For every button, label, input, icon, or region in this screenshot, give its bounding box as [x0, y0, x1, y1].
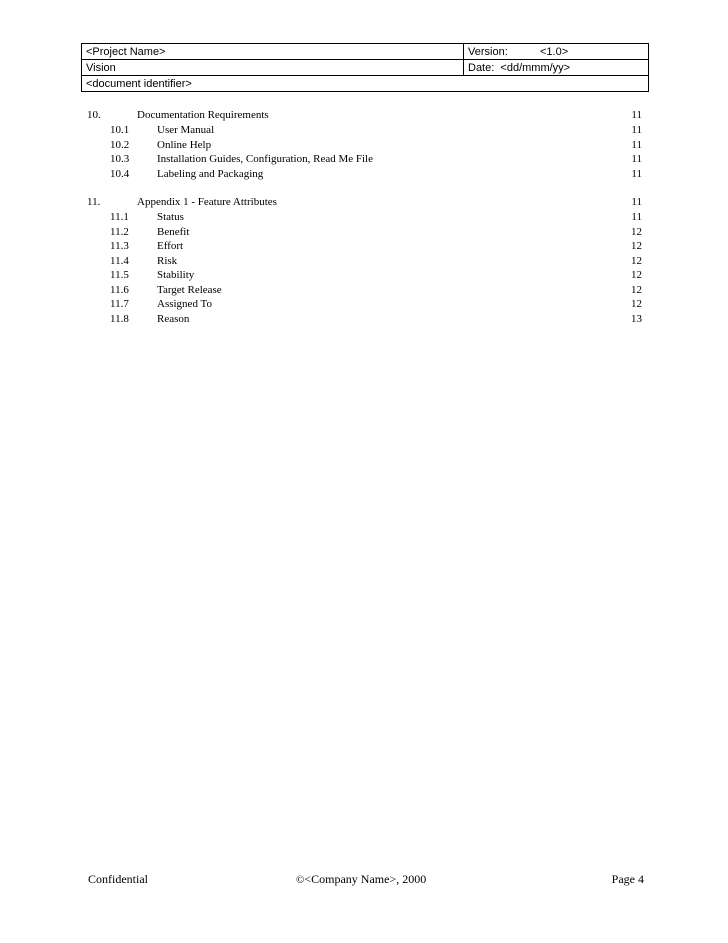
page-number: Page 4 — [611, 872, 644, 886]
toc-page: 11 — [631, 124, 642, 136]
toc-title: Risk — [157, 254, 178, 267]
toc-entry-11[interactable] — [0, 195, 728, 210]
toc-page: 12 — [631, 269, 642, 281]
toc-title: Reason — [157, 312, 190, 325]
toc-number: 10. — [87, 109, 101, 121]
toc-page: 11 — [631, 167, 642, 180]
toc-page: 11 — [631, 109, 642, 121]
toc-entry-11-5[interactable] — [0, 268, 728, 283]
version-label: Version: — [468, 45, 508, 58]
toc-title: Target Release — [157, 283, 222, 296]
toc-entry-11-4[interactable] — [0, 254, 728, 269]
date-cell — [464, 60, 649, 76]
toc-title: Benefit — [157, 225, 190, 238]
version-cell — [464, 44, 649, 60]
document-identifier: <document identifier> — [82, 76, 649, 92]
toc-number: 10.2 — [110, 138, 130, 151]
toc-title: Appendix 1 - Feature Attributes — [137, 196, 277, 208]
toc-title: Status — [157, 211, 184, 223]
date-label: Date: — [468, 61, 495, 74]
toc-page: 11 — [631, 196, 642, 208]
toc-page: 12 — [631, 283, 642, 296]
toc-number: 11.2 — [110, 225, 129, 238]
toc-entry-10-3[interactable] — [0, 152, 728, 167]
table-of-contents — [0, 108, 728, 326]
copyright-text: <Company Name>, 2000 — [304, 872, 427, 886]
toc-page: 12 — [631, 240, 642, 252]
toc-number: 10.4 — [110, 167, 130, 180]
project-name: <Project Name> — [82, 44, 464, 60]
document-type: Vision — [82, 60, 464, 76]
toc-page: 11 — [631, 211, 642, 223]
toc-entry-10-1[interactable] — [0, 123, 728, 138]
toc-page: 12 — [631, 254, 642, 267]
version-value: <1.0> — [540, 45, 569, 58]
toc-title: Labeling and Packaging — [157, 167, 264, 180]
toc-entry-11-3[interactable] — [0, 239, 728, 254]
confidential-label: Confidential — [88, 872, 148, 886]
toc-number: 11.8 — [110, 312, 129, 325]
toc-entry-10-2[interactable] — [0, 138, 728, 153]
toc-entry-11-8[interactable] — [0, 312, 728, 327]
toc-title: Assigned To — [157, 298, 212, 310]
toc-entry-10[interactable] — [0, 108, 728, 123]
toc-page: 12 — [631, 225, 642, 238]
toc-entry-11-2[interactable] — [0, 225, 728, 240]
toc-number: 11.1 — [110, 211, 129, 223]
copyright-notice — [296, 872, 426, 887]
toc-page: 11 — [631, 138, 642, 151]
toc-page: 11 — [631, 153, 642, 165]
toc-title: Online Help — [157, 138, 212, 151]
toc-entry-11-6[interactable] — [0, 283, 728, 298]
toc-page: 12 — [631, 298, 642, 310]
toc-number: 11.7 — [110, 298, 129, 310]
toc-number: 10.1 — [110, 124, 130, 136]
toc-entry-11-7[interactable] — [0, 297, 728, 312]
toc-number: 11.6 — [110, 283, 129, 296]
toc-title: Stability — [157, 269, 195, 281]
toc-title: Documentation Requirements — [137, 109, 269, 121]
date-value: <dd/mmm/yy> — [500, 61, 571, 74]
toc-entry-10-4[interactable] — [0, 167, 728, 182]
copyright-icon: © — [296, 874, 305, 886]
toc-number: 11.5 — [110, 269, 129, 281]
toc-number: 11.3 — [110, 240, 129, 252]
toc-title: Effort — [157, 240, 184, 252]
toc-title: Installation Guides, Configuration, Read Me File — [157, 153, 373, 165]
toc-number: 10.3 — [110, 153, 130, 165]
toc-number: 11.4 — [110, 254, 129, 267]
toc-number: 11. — [87, 196, 101, 208]
section-gap — [0, 181, 728, 195]
toc-page: 13 — [631, 312, 642, 325]
toc-entry-11-1[interactable] — [0, 210, 728, 225]
document-header — [81, 43, 649, 92]
toc-title: User Manual — [157, 124, 215, 136]
